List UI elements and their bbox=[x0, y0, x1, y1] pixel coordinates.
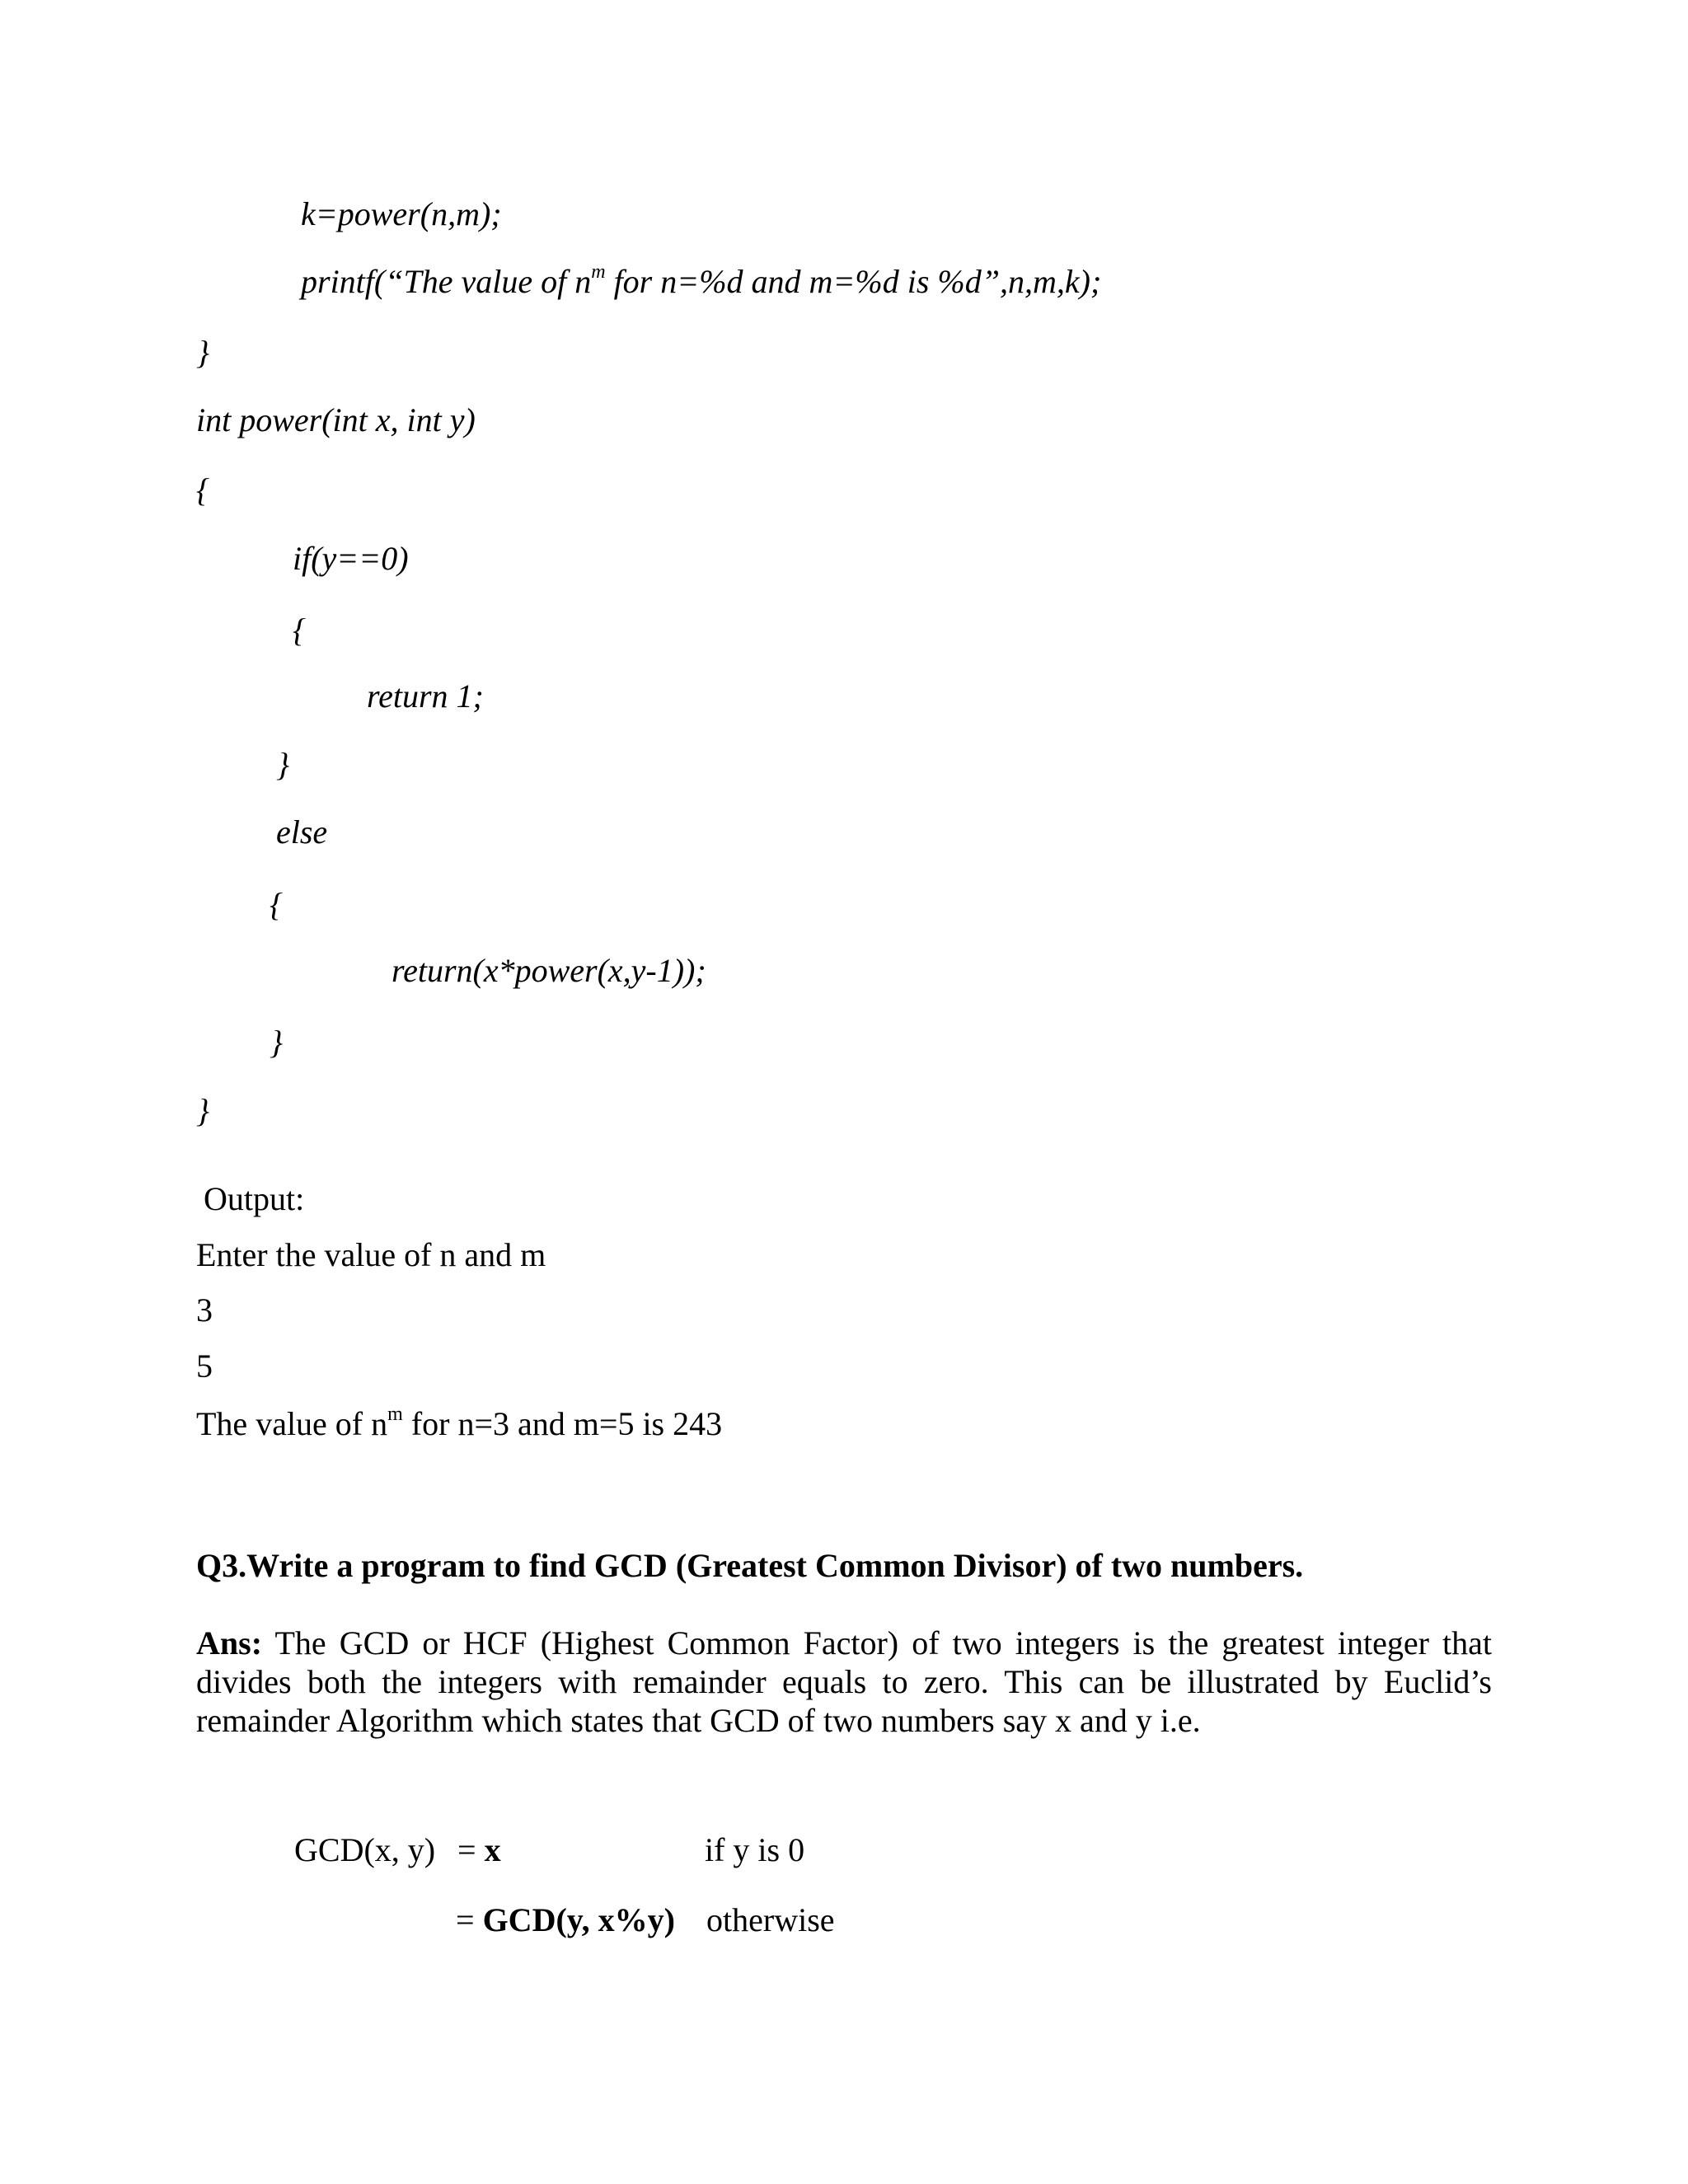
equals-sign: = bbox=[457, 1831, 476, 1868]
code-line bbox=[301, 261, 1102, 300]
answer-label: Ans: bbox=[196, 1624, 263, 1661]
code-line: return(x*power(x,y-1)); bbox=[392, 952, 706, 989]
output-text: for n=3 and m=5 is 243 bbox=[402, 1405, 723, 1442]
answer-text: The GCD or HCF (Highest Common Factor) of two integers is the greatest integer that divides both the integers with remainder equals to zero. This can be illustrated by Euclid’s remainder Algorithm which states that GCD of two numbers say x and y i.e. bbox=[196, 1624, 1492, 1739]
equation-value: GCD(y, x%y) bbox=[482, 1901, 675, 1938]
equation-value: x bbox=[484, 1831, 501, 1868]
code-line: int power(int x, int y) bbox=[196, 401, 476, 438]
code-line: k=power(n,m); bbox=[301, 195, 502, 232]
code-line: { bbox=[293, 612, 306, 649]
output-text: The value of n bbox=[196, 1405, 388, 1442]
code-text: printf(“The value of n bbox=[301, 263, 592, 300]
question-title: Q3.Write a program to find GCD (Greatest Common Divisor) of two numbers. bbox=[196, 1547, 1304, 1584]
code-text: for n=%d and m=%d is %d”,n,m,k); bbox=[605, 263, 1102, 300]
code-line: } bbox=[196, 1092, 209, 1129]
equation-condition: otherwise bbox=[706, 1901, 835, 1938]
answer-paragraph bbox=[196, 1624, 1492, 1740]
output-line: Enter the value of n and m bbox=[196, 1236, 546, 1273]
equation-row2-eq bbox=[456, 1901, 675, 1938]
code-line: { bbox=[196, 471, 209, 509]
code-line: return 1; bbox=[367, 677, 484, 715]
code-line: } bbox=[196, 334, 209, 371]
superscript: m bbox=[591, 261, 606, 283]
code-line: { bbox=[270, 886, 283, 923]
equation-lhs: GCD(x, y) bbox=[294, 1831, 436, 1868]
equals-sign: = bbox=[456, 1901, 475, 1938]
equation-row1-eq bbox=[457, 1831, 501, 1868]
superscript: m bbox=[387, 1404, 403, 1425]
code-line: } bbox=[276, 746, 289, 783]
code-line: if(y==0) bbox=[293, 540, 409, 577]
output-heading: Output: bbox=[204, 1180, 305, 1217]
code-line: } bbox=[270, 1024, 283, 1061]
equation-condition: if y is 0 bbox=[705, 1831, 805, 1868]
code-line: else bbox=[276, 813, 328, 851]
output-line bbox=[196, 1404, 723, 1442]
output-line: 3 bbox=[196, 1291, 213, 1329]
output-line: 5 bbox=[196, 1347, 213, 1385]
